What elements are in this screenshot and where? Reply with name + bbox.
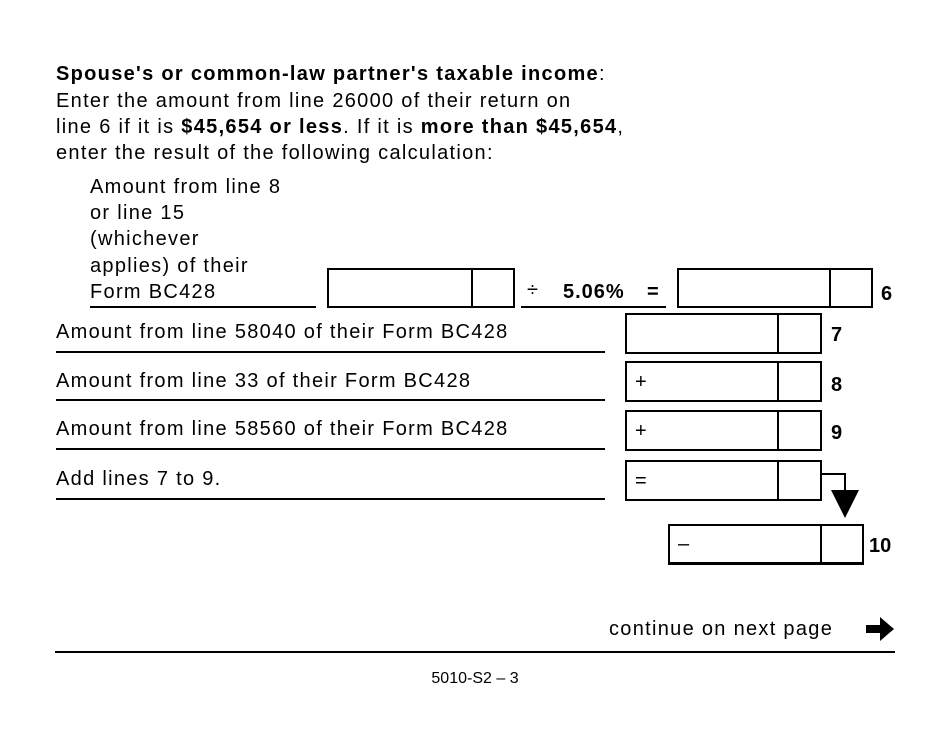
- arrow-down-icon: [831, 490, 859, 518]
- calc-label-line-5: Form BC428: [90, 281, 217, 303]
- intro-heading-line: [56, 61, 606, 87]
- calc-equals: =: [647, 281, 659, 303]
- line-6-cents[interactable]: [829, 270, 831, 306]
- total-sign: =: [635, 469, 647, 492]
- line-8-amount-input[interactable]: [625, 361, 822, 402]
- calc-label-line-4: applies) of their: [90, 255, 249, 277]
- arrow-right-icon: [866, 617, 894, 641]
- intro-line-3: enter the result of the following calculation:: [56, 142, 494, 164]
- line-6-number: 6: [881, 283, 893, 305]
- line-10-amount-input[interactable]: [668, 524, 864, 565]
- line-8-sign: +: [635, 370, 647, 393]
- continue-text: continue on next page: [609, 618, 834, 640]
- line-7-amount-input[interactable]: [625, 313, 822, 354]
- calc-label-line-3: (whichever: [90, 228, 200, 250]
- line-8-underline: [56, 399, 605, 401]
- line-6-amount-input[interactable]: [677, 268, 873, 308]
- line-9-label: Amount from line 58560 of their Form BC428: [56, 418, 509, 440]
- total-amount-input[interactable]: [625, 460, 822, 501]
- intro-heading-colon: :: [598, 63, 606, 85]
- calc-label-underline: [90, 306, 316, 308]
- total-underline: [56, 498, 605, 500]
- line-7-underline: [56, 351, 605, 353]
- line-8-label: Amount from line 33 of their Form BC428: [56, 370, 472, 392]
- line-8-cents[interactable]: [777, 363, 779, 400]
- line-10-number: 10: [869, 535, 892, 557]
- total-cents[interactable]: [777, 462, 779, 499]
- intro-line-2: [56, 114, 624, 140]
- intro-heading: Spouse's or common-law partner's taxable income: [56, 63, 599, 85]
- threshold-less: $45,654 or less: [181, 116, 344, 138]
- page-number: 5010-S2 – 3: [431, 670, 519, 687]
- calc-label-line-2: or line 15: [90, 202, 186, 224]
- intro-line-2-a: line 6 if it is: [56, 116, 182, 138]
- footer-rule: [55, 651, 895, 653]
- line-7-cents[interactable]: [777, 315, 779, 352]
- intro-line-2-e: ,: [617, 116, 625, 138]
- carry-arrow-vertical: [844, 473, 846, 491]
- line-8-number: 8: [831, 374, 843, 396]
- line-7-label: Amount from line 58040 of their Form BC428: [56, 321, 509, 343]
- calc-rate-underline: [521, 306, 666, 308]
- total-label: Add lines 7 to 9.: [56, 468, 222, 490]
- line-10-cents[interactable]: [820, 526, 822, 562]
- calc-amount-cents[interactable]: [471, 270, 473, 306]
- line-10-sign: –: [678, 533, 690, 555]
- carry-arrow-horizontal: [820, 473, 846, 475]
- line-9-number: 9: [831, 422, 843, 444]
- line-9-amount-input[interactable]: [625, 410, 822, 451]
- calc-rate: 5.06%: [563, 281, 625, 303]
- calc-amount-input[interactable]: [327, 268, 515, 308]
- line-7-number: 7: [831, 324, 843, 346]
- calc-label-line-1: Amount from line 8: [90, 176, 282, 198]
- line-9-sign: +: [635, 419, 647, 442]
- intro-line-1: Enter the amount from line 26000 of their return on: [56, 90, 572, 112]
- intro-line-2-c: . If it is: [343, 116, 421, 138]
- divide-symbol: ÷: [527, 279, 538, 301]
- line-9-underline: [56, 448, 605, 450]
- line-9-cents[interactable]: [777, 412, 779, 449]
- threshold-more: more than $45,654: [420, 116, 618, 138]
